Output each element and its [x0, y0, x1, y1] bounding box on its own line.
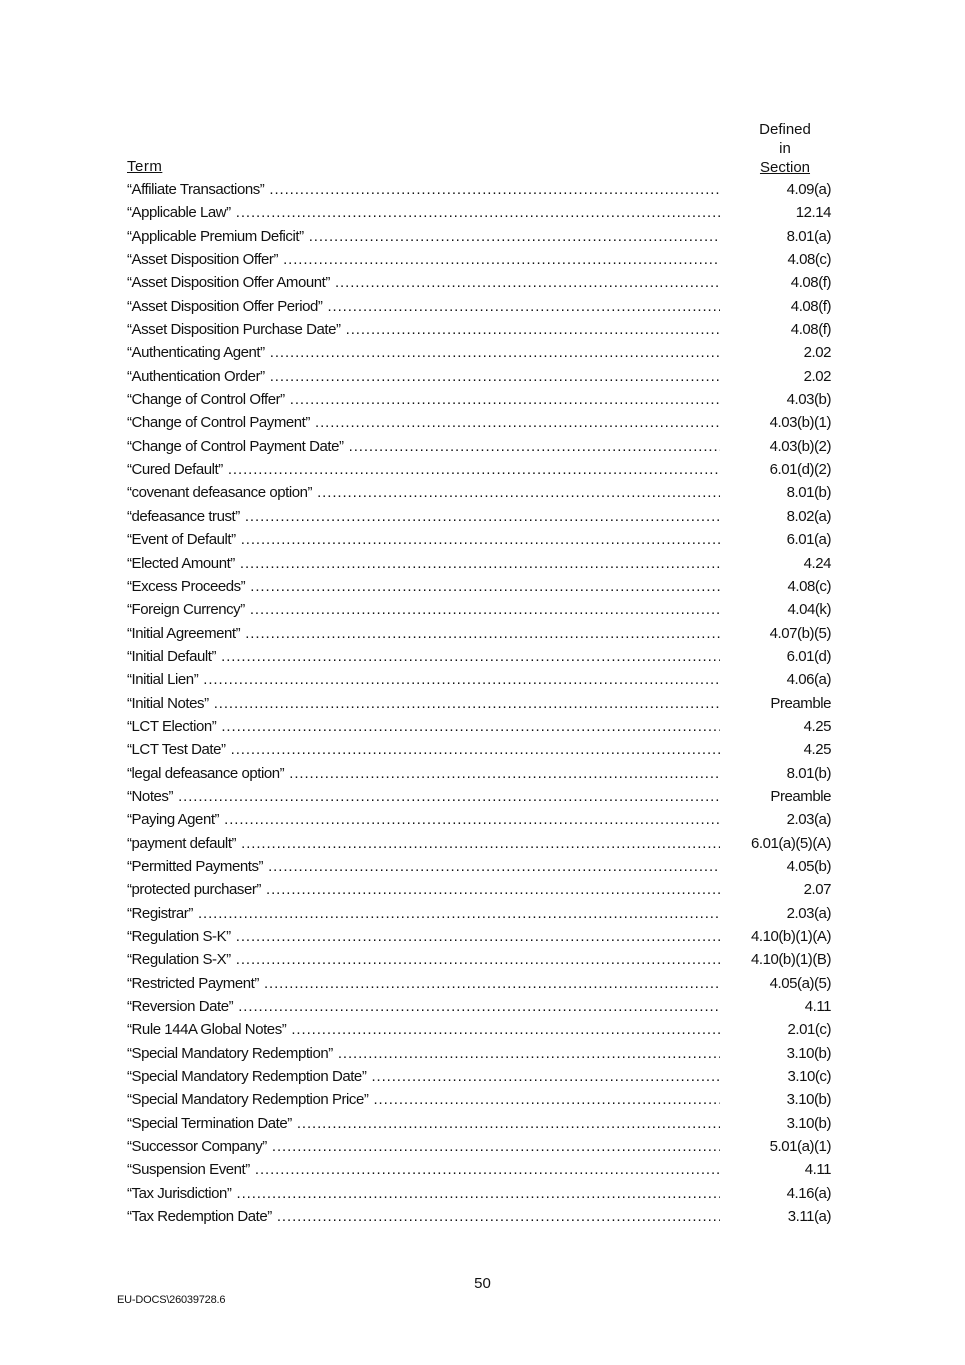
definition-section: 8.01(b) — [786, 764, 831, 782]
definition-row — [127, 341, 831, 364]
definition-row — [127, 762, 831, 785]
definition-row — [127, 925, 831, 948]
definition-section: 3.10(b) — [786, 1044, 831, 1062]
definition-section: 8.02(a) — [786, 507, 831, 525]
definition-section: 2.03(a) — [786, 904, 831, 922]
definition-term: “Affiliate Transactions” ..... — [127, 181, 720, 198]
definition-term: “Permitted Payments” ..... — [127, 858, 720, 875]
defined-header-line1: Defined — [759, 121, 811, 138]
definition-term: “Tax Redemption Date” ..... — [127, 1208, 720, 1225]
definition-row — [127, 622, 831, 645]
definition-section: 4.08(c) — [787, 251, 831, 269]
definition-term: “Rule 144A Global Notes” ..... — [127, 1021, 720, 1038]
definition-row — [127, 1135, 831, 1158]
definition-section: 2.03(a) — [786, 811, 831, 829]
definition-section: 2.01(c) — [787, 1021, 831, 1039]
definition-term: “covenant defeasance option” ..... — [127, 484, 720, 501]
definition-section: 8.01(b) — [786, 484, 831, 502]
definition-row — [127, 248, 831, 271]
definition-section: 4.24 — [803, 554, 831, 572]
definition-term: “Asset Disposition Purchase Date” ..... — [127, 321, 720, 338]
definition-section: 4.09(a) — [786, 181, 831, 198]
definition-section: 6.01(a) — [786, 531, 831, 549]
definition-term: “Excess Proceeds” ..... — [127, 578, 720, 595]
definition-row — [127, 995, 831, 1018]
definition-term: “Suspension Event” ..... — [127, 1161, 720, 1178]
defined-in-section-header — [745, 120, 825, 177]
document-id: EU-DOCS\26039728.6 — [117, 1294, 226, 1306]
definition-row — [127, 878, 831, 901]
definition-section: 4.03(b)(1) — [769, 414, 831, 432]
definition-term: “Applicable Law” ..... — [127, 204, 720, 221]
definition-row — [127, 668, 831, 691]
definition-section: 3.10(b) — [786, 1114, 831, 1132]
definition-term: “Regulation S-K” ..... — [127, 928, 720, 945]
definition-section: 6.01(d)(2) — [769, 461, 831, 479]
defined-header-line2: in — [779, 140, 791, 157]
definition-section: 4.04(k) — [787, 601, 831, 619]
definition-term: “protected purchaser” ..... — [127, 881, 720, 898]
definition-term: “Asset Disposition Offer” ..... — [127, 251, 720, 268]
definition-section: 6.01(d) — [786, 647, 831, 665]
definition-row — [127, 738, 831, 761]
definition-term: “Tax Jurisdiction” ..... — [127, 1185, 720, 1202]
definition-row — [127, 201, 831, 224]
definition-row — [127, 598, 831, 621]
definition-row — [127, 1018, 831, 1041]
definition-section: 4.03(b) — [786, 391, 831, 409]
definition-term: “Change of Control Payment” ..... — [127, 414, 720, 431]
definition-row — [127, 505, 831, 528]
definition-row — [127, 972, 831, 995]
definition-term: “Authenticating Agent” ..... — [127, 344, 720, 361]
definition-row — [127, 715, 831, 738]
definition-term: “payment default” ..... — [127, 835, 720, 852]
definition-term: “Foreign Currency” ..... — [127, 601, 720, 618]
page-number: 50 — [474, 1275, 491, 1292]
definition-term: “Authentication Order” ..... — [127, 368, 720, 385]
definition-section: 4.25 — [803, 717, 831, 735]
definition-row — [127, 178, 831, 201]
definition-section: 3.11(a) — [787, 1208, 831, 1226]
definition-row — [127, 692, 831, 715]
definition-term: “Regulation S-X” ..... — [127, 951, 720, 968]
definition-row — [127, 271, 831, 294]
definition-section: 12.14 — [795, 204, 831, 222]
definition-term: “Applicable Premium Deficit” ..... — [127, 228, 720, 245]
definition-row — [127, 318, 831, 341]
definition-row — [127, 1042, 831, 1065]
definition-term: “Asset Disposition Offer Amount” ..... — [127, 274, 720, 291]
definition-section: 2.07 — [803, 881, 831, 899]
definition-row — [127, 435, 831, 458]
definition-term: “Initial Agreement” ..... — [127, 625, 720, 642]
definition-term: “LCT Test Date” ..... — [127, 741, 720, 758]
definition-row — [127, 948, 831, 971]
definition-term: “Special Termination Date” ..... — [127, 1115, 720, 1132]
definition-term: “Special Mandatory Redemption Date” ..... — [127, 1068, 720, 1085]
definition-row — [127, 575, 831, 598]
definition-section: 4.11 — [804, 1161, 831, 1179]
definition-section: 4.08(f) — [790, 321, 831, 339]
definition-section: 4.08(f) — [790, 274, 831, 292]
definition-term: “Successor Company” ..... — [127, 1138, 720, 1155]
definition-section: 4.10(b)(1)(A) — [750, 928, 831, 945]
definition-row — [127, 1205, 831, 1228]
definition-term: “Initial Notes” ..... — [127, 695, 720, 712]
definition-term: “Restricted Payment” ..... — [127, 975, 720, 992]
definition-row — [127, 365, 831, 388]
definition-term: “Asset Disposition Offer Period” ..... — [127, 298, 720, 315]
definition-term: “Paying Agent” ..... — [127, 811, 720, 828]
definition-row — [127, 552, 831, 575]
definition-section: 3.10(c) — [787, 1068, 831, 1086]
definition-row — [127, 1088, 831, 1111]
definition-row — [127, 1065, 831, 1088]
definition-term: “Initial Default” ..... — [127, 648, 720, 665]
definitions-index-list — [127, 178, 831, 1228]
definition-section: 4.11 — [804, 998, 831, 1016]
definition-row — [127, 855, 831, 878]
definition-row — [127, 528, 831, 551]
definition-term: “Event of Default” ..... — [127, 531, 720, 548]
definition-row — [127, 902, 831, 925]
definition-row — [127, 458, 831, 481]
definition-term: “Special Mandatory Redemption Price” ..... — [127, 1091, 720, 1108]
definition-section: Preamble — [770, 787, 831, 805]
definition-term: “Special Mandatory Redemption” ..... — [127, 1045, 720, 1062]
definition-section: 4.10(b)(1)(B) — [750, 951, 831, 969]
definition-term: “Notes” ..... — [127, 788, 720, 805]
definition-section: 4.16(a) — [786, 1184, 831, 1202]
definition-row — [127, 388, 831, 411]
definition-term: “Reversion Date” ..... — [127, 998, 720, 1015]
definition-row — [127, 1182, 831, 1205]
definition-section: Preamble — [770, 694, 831, 712]
defined-header-line3: Section — [759, 159, 811, 176]
definition-row — [127, 832, 831, 855]
definition-section: 4.05(a)(5) — [769, 974, 831, 992]
definition-section: 4.08(c) — [787, 577, 831, 595]
definition-term: “Cured Default” ..... — [127, 461, 720, 478]
definition-term: “Elected Amount” ..... — [127, 555, 720, 572]
definition-section: 3.10(b) — [786, 1091, 831, 1109]
definition-section: 2.02 — [803, 367, 831, 385]
definition-row — [127, 411, 831, 434]
definition-section: 4.08(f) — [790, 297, 831, 315]
definition-row — [127, 295, 831, 318]
definition-row — [127, 1158, 831, 1181]
definition-term: “Initial Lien” ..... — [127, 671, 720, 688]
definition-section: 5.01(a)(1) — [769, 1138, 831, 1156]
definition-section: 6.01(a)(5)(A) — [750, 834, 831, 852]
definition-term: “LCT Election” ..... — [127, 718, 720, 735]
definition-section: 4.06(a) — [786, 671, 831, 689]
definition-section: 4.03(b)(2) — [769, 437, 831, 455]
definition-term: “Change of Control Offer” ..... — [127, 391, 720, 408]
definition-section: 2.02 — [803, 344, 831, 362]
term-column-header: Term — [127, 158, 163, 175]
definition-row — [127, 808, 831, 831]
definition-section: 8.01(a) — [786, 227, 831, 245]
definition-row — [127, 481, 831, 504]
definition-row — [127, 785, 831, 808]
definition-section: 4.07(b)(5) — [769, 624, 831, 642]
definition-row — [127, 645, 831, 668]
definition-section: 4.25 — [803, 741, 831, 759]
definition-row — [127, 225, 831, 248]
definition-section: 4.05(b) — [786, 857, 831, 875]
definition-term: “legal defeasance option” ..... — [127, 765, 720, 782]
definition-term: “defeasance trust” ..... — [127, 508, 720, 525]
definition-row — [127, 1112, 831, 1135]
definition-term: “Change of Control Payment Date” ..... — [127, 438, 720, 455]
definition-term: “Registrar” ..... — [127, 905, 720, 922]
